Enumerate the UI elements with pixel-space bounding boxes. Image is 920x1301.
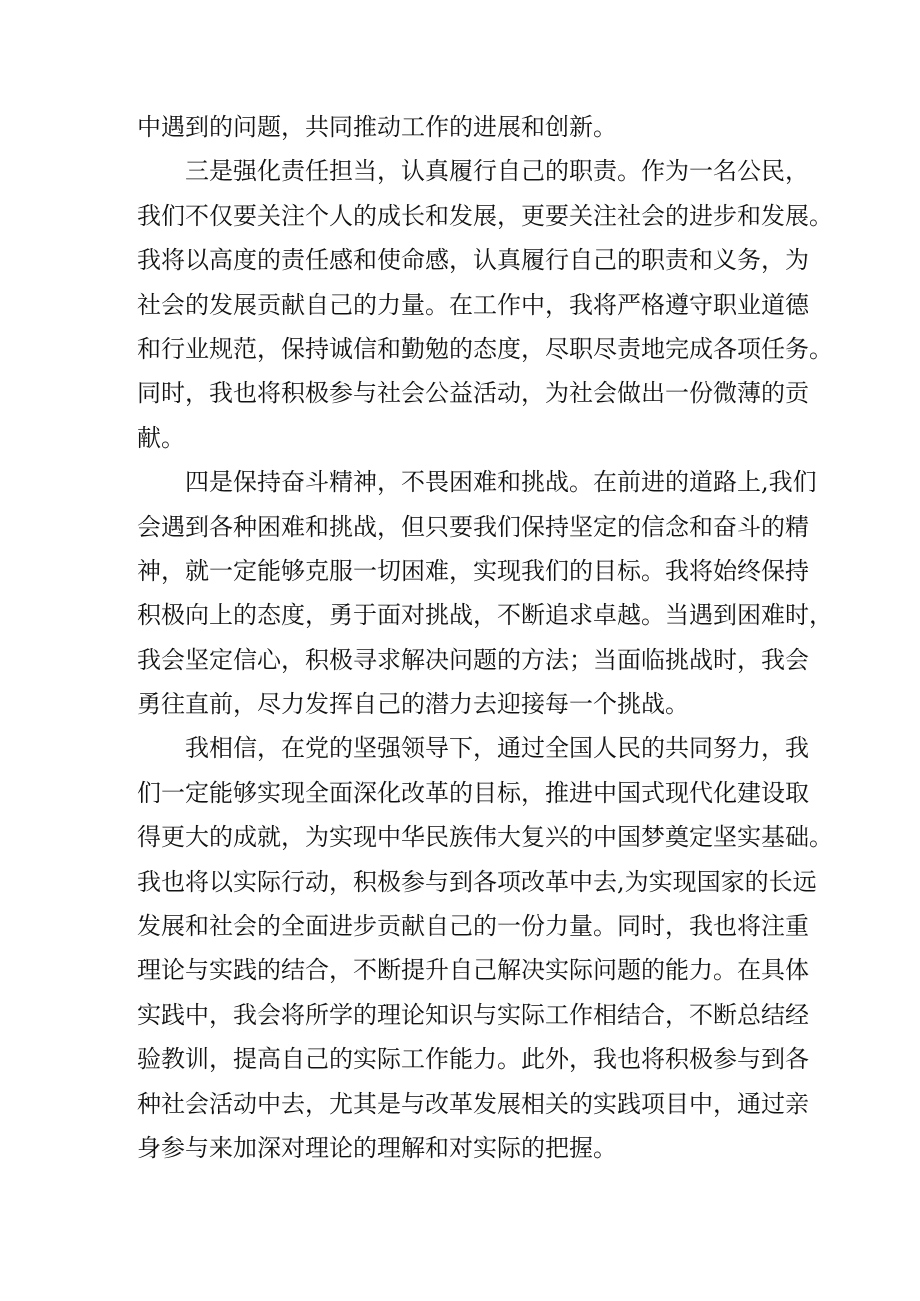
text-line: 三是强化责任担当，认真履行自己的职责。作为一名公民， [185, 157, 809, 186]
text-line: 我将以高度的责任感和使命感，认真履行自己的职责和义务，为 [137, 246, 809, 275]
text-line: 勇往直前，尽力发挥自己的潜力去迎接每一个挑战。 [137, 690, 689, 719]
text-line: 和行业规范，保持诚信和勤勉的态度，尽职尽责地完成各项任务。 [137, 334, 833, 363]
text-line: 中遇到的问题，共同推动工作的进展和创新。 [137, 113, 617, 141]
text-line: 我相信，在党的坚强领导下，通过全国人民的共同努力，我 [185, 734, 809, 763]
text-line: 我也将以实际行动，积极参与到各项改革中去,为实现国家的长远 [137, 867, 817, 896]
text-line: 种社会活动中去，尤其是与改革发展相关的实践项目中，通过亲 [137, 1089, 809, 1118]
text-line: 我们不仅要关注个人的成长和发展，更要关注社会的进步和发展。 [137, 201, 833, 230]
text-line: 发展和社会的全面进步贡献自己的一份力量。同时，我也将注重 [137, 912, 809, 941]
text-line: 积极向上的态度，勇于面对挑战，不断追求卓越。当遇到困难时， [137, 601, 833, 630]
text-line: 身参与来加深对理论的理解和对实际的把握。 [137, 1133, 617, 1162]
text-line: 我会坚定信心，积极寻求解决问题的方法；当面临挑战时，我会 [137, 645, 809, 674]
text-line: 四是保持奋斗精神，不畏困难和挑战。在前进的道路上,我们 [185, 468, 817, 497]
text-line: 同时，我也将积极参与社会公益活动，为社会做出一份微薄的贡 [137, 379, 809, 408]
document-body [137, 105, 833, 1170]
text-line: 社会的发展贡献自己的力量。在工作中，我将严格遵守职业道德 [137, 290, 809, 319]
text-line: 理论与实践的结合，不断提升自己解决实际问题的能力。在具体 [137, 956, 809, 985]
text-line: 们一定能够实现全面深化改革的目标，推进中国式现代化建设取 [137, 778, 809, 807]
text-line: 得更大的成就，为实现中华民族伟大复兴的中国梦奠定坚实基础。 [137, 823, 833, 852]
text-line: 神，就一定能够克服一切困难，实现我们的目标。我将始终保持 [137, 556, 809, 585]
text-line: 会遇到各种困难和挑战，但只要我们保持坚定的信念和奋斗的精 [137, 512, 809, 541]
text-line: 献。 [137, 423, 185, 452]
text-line: 实践中，我会将所学的理论知识与实际工作相结合，不断总结经 [137, 1000, 809, 1029]
text-line: 验教训，提高自己的实际工作能力。此外，我也将积极参与到各 [137, 1045, 809, 1074]
